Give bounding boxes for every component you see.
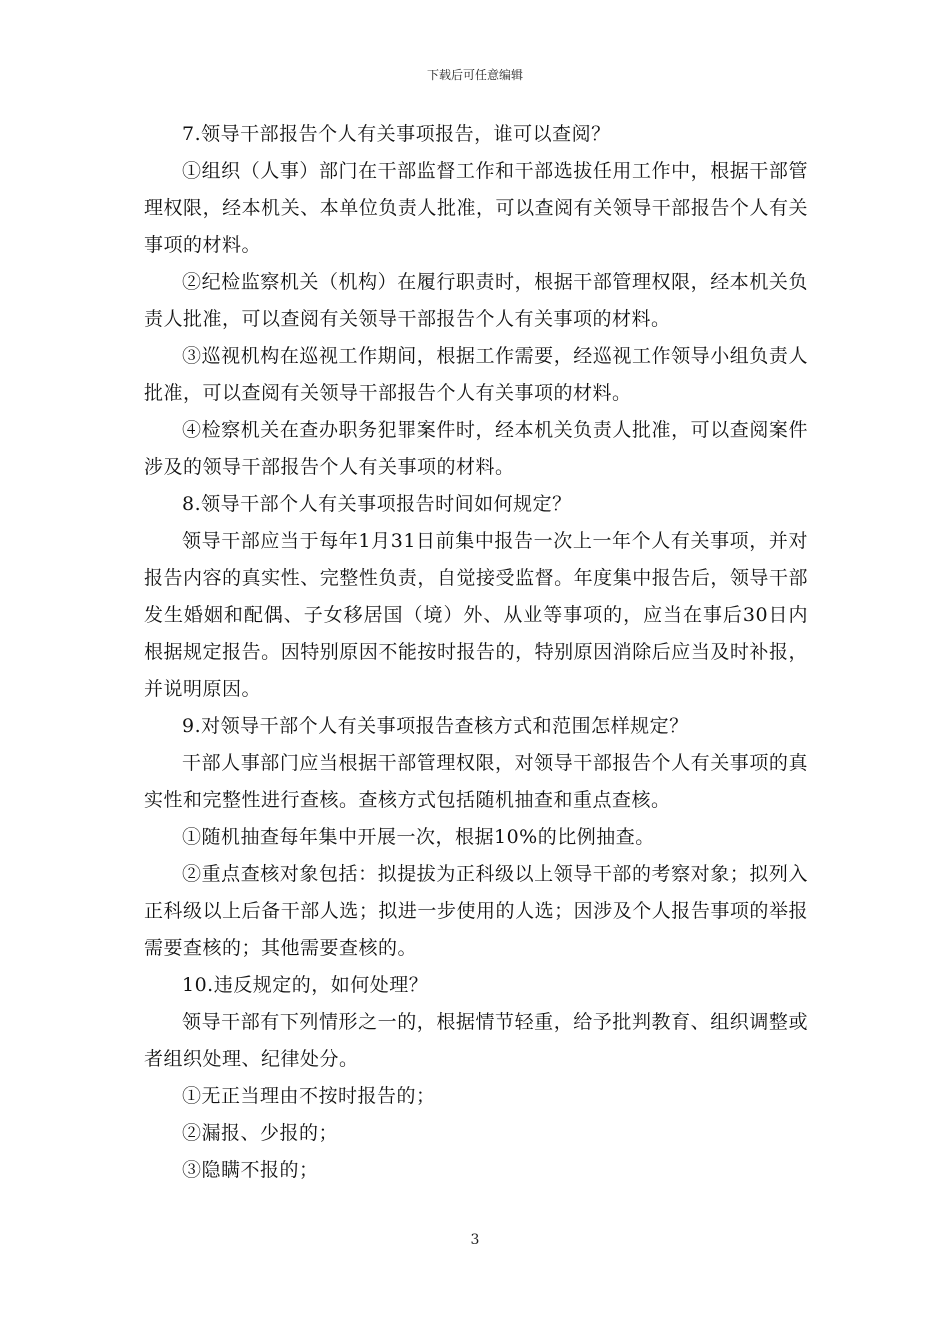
- answer-10-item-3: ③隐瞒不报的；: [182, 1159, 319, 1181]
- answer-8: 领导干部应当于每年1月31日前集中报告一次上一年个人有关事项，并对报告内容的真实性、完整性负责，自觉接受监督。年度集中报告后，领导干部发生婚姻和配偶、子女移居国（境）外、从业等事项的，应当在事后30日内根据规定报告。因特别原因不能按时报告的，特别原因消除后应当及时补报，并说明原因。: [144, 530, 808, 700]
- answer-7-item-2: ②纪检监察机关（机构）在履行职责时，根据干部管理权限，经本机关负责人批准，可以查阅有关领导干部报告个人有关事项的材料。: [144, 271, 808, 330]
- page-number: 3: [470, 1232, 480, 1248]
- answer-10-item-2: ②漏报、少报的；: [182, 1122, 339, 1144]
- answer-10-item-1: ①无正当理由不按时报告的；: [182, 1085, 436, 1107]
- document-body: [144, 116, 808, 1189]
- question-8: 8.领导干部个人有关事项报告时间如何规定？: [182, 493, 572, 515]
- answer-7-item-3: ③巡视机构在巡视工作期间，根据工作需要，经巡视工作领导小组负责人批准，可以查阅有关领导干部报告个人有关事项的材料。: [144, 345, 808, 404]
- answer-9-intro: 干部人事部门应当根据干部管理权限，对领导干部报告个人有关事项的真实性和完整性进行查核。查核方式包括随机抽查和重点查核。: [144, 752, 808, 811]
- answer-7-item-4: ④检察机关在查办职务犯罪案件时，经本机关负责人批准，可以查阅案件涉及的领导干部报告个人有关事项的材料。: [144, 419, 808, 478]
- question-9: 9.对领导干部个人有关事项报告查核方式和范围怎样规定？: [182, 715, 689, 737]
- page-header-note: 下载后可任意编辑: [426, 68, 523, 82]
- answer-7-item-1: ①组织（人事）部门在干部监督工作和干部选拔任用工作中，根据干部管理权限，经本机关、本单位负责人批准，可以查阅有关领导干部报告个人有关事项的材料。: [144, 160, 808, 256]
- answer-10-intro: 领导干部有下列情形之一的，根据情节轻重，给予批判教育、组织调整或者组织处理、纪律处分。: [144, 1011, 808, 1070]
- question-7: 7.领导干部报告个人有关事项报告，谁可以查阅？: [182, 123, 611, 145]
- answer-9-item-1: ①随机抽查每年集中开展一次，根据10%的比例抽查。: [182, 826, 655, 848]
- answer-9-item-2: ②重点查核对象包括：拟提拔为正科级以上领导干部的考察对象；拟列入正科级以上后备干部人选；拟进一步使用的人选；因涉及个人报告事项的举报需要查核的；其他需要查核的。: [144, 863, 808, 959]
- question-10: 10.违反规定的，如何处理？: [182, 974, 429, 996]
